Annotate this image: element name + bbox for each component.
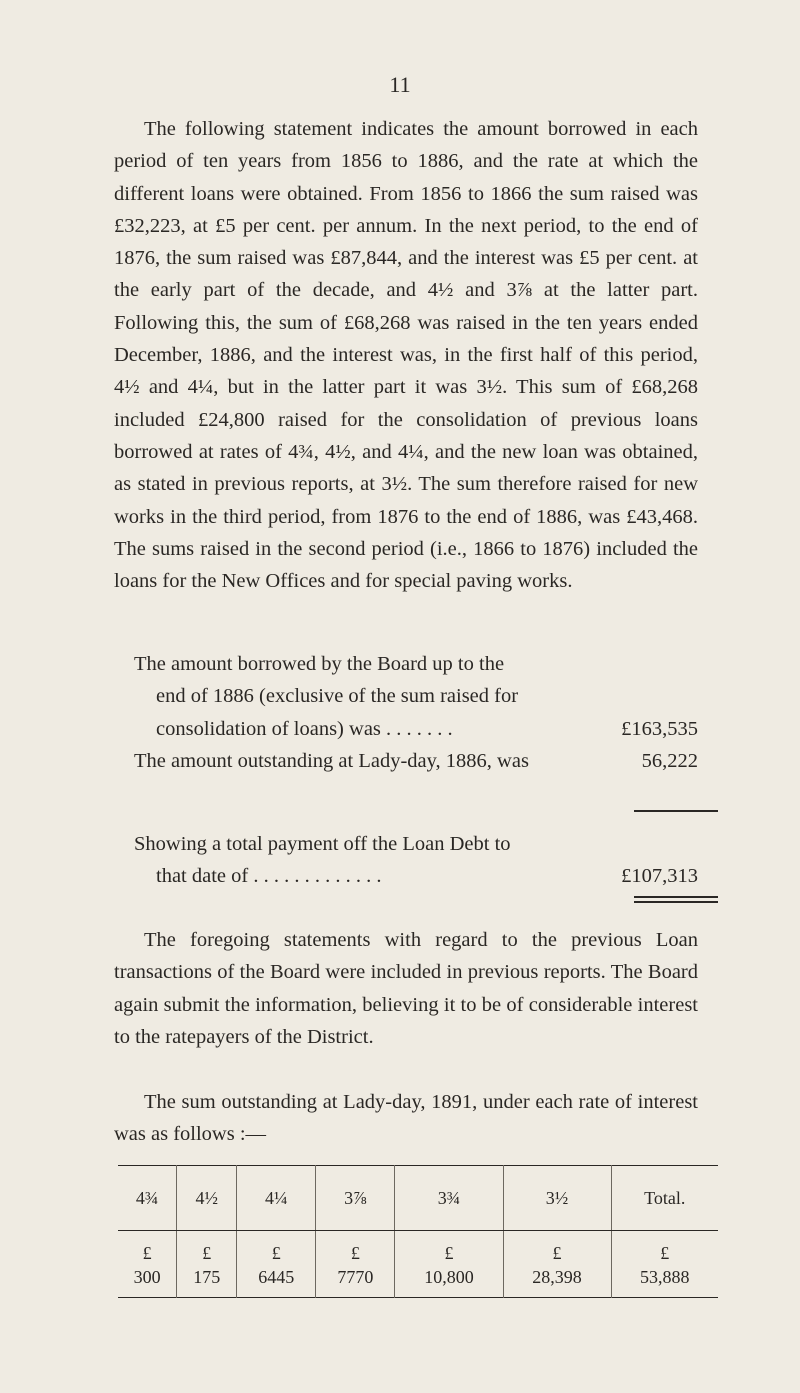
amount-cell: [395, 1231, 503, 1298]
total-double-rule-bottom: [634, 901, 718, 903]
page-number: 11: [389, 72, 411, 97]
paragraph-foregoing: The foregoing statements with regard to the previous Loan transactions of the Board were included in previous reports. The Board again submit the information, believing it to be of considerable interest to the ratepayers of the District.: [114, 929, 698, 1048]
showing-line-2: that date of . . . . . . . . . . . . .: [156, 865, 382, 888]
amount-value: 300: [133, 1267, 161, 1287]
amount-value: 28,398: [532, 1267, 582, 1287]
amount-value: 10,800: [424, 1267, 474, 1287]
outstanding-label: The amount outstanding at Lady-day, 1886, was: [134, 750, 529, 772]
table-header-row: [118, 1166, 718, 1231]
outstanding-amount: 56,222: [641, 750, 698, 772]
currency-symbol: £: [350, 1243, 360, 1263]
amount-cell: [177, 1231, 237, 1298]
rate-header: 3¾: [395, 1166, 503, 1231]
total-header: Total.: [611, 1166, 718, 1231]
amount-cell: [118, 1231, 177, 1298]
statement-outstanding: [134, 745, 718, 777]
paragraph-loan-history: The following statement indicates the amount borrowed in each period of ten years from 1856 to 1886, and the rate at which the different loans were obtained. From 1856 to 1866 the sum raised was £32,223, at £5 per cent. per annum. In the next period, to the end of 1876, the sum raised was £87,844, and the interest was £5 per cent. at the early part of the decade, and 4½ and 3⅞ at the latter part. Following this, the sum of £68,268 was raised in the ten years ended December, 1886, and the interest was, in the first half of this period, 4½ and 4¼, but in the latter part it was 3½. This sum of £68,268 included £24,800 raised for the consolidation of previous loans borrowed at rates of 4¾, 4½, and 4¼, and the new loan was obtained, as stated in previous reports, at 3½. The sum therefore raised for new works in the third period, from 1876 to the end of 1886, was £43,468. The sums raised in the second period (i.e., 1866 to 1876) included the loans for the New Offices and for special paving works.: [114, 118, 698, 593]
amount-value: 175: [193, 1267, 221, 1287]
currency-symbol: £: [552, 1243, 562, 1263]
currency-symbol: £: [271, 1243, 281, 1263]
showing-line-1: Showing a total payment off the Loan Debt to: [134, 833, 511, 855]
rate-header: 4½: [177, 1166, 237, 1231]
amount-cell: [503, 1231, 611, 1298]
amount-cell: [237, 1231, 316, 1298]
total-value: 53,888: [640, 1267, 690, 1287]
rate-header: 4¼: [237, 1166, 316, 1231]
paragraph-outstanding-intro: The sum outstanding at Lady-day, 1891, under each rate of interest was as follows :—: [114, 1091, 698, 1146]
amount-cell: [316, 1231, 395, 1298]
interest-rate-table: [118, 1165, 718, 1298]
total-cell: [611, 1231, 718, 1298]
total-double-rule-top: [634, 896, 718, 898]
rate-header: 3⅞: [316, 1166, 395, 1231]
statement-borrowed: [134, 648, 718, 745]
borrowed-line-2: end of 1886 (exclusive of the sum raised for: [156, 685, 519, 708]
currency-symbol: £: [142, 1243, 152, 1263]
borrowed-line-3: consolidation of loans) was . . . . . . .: [156, 717, 453, 740]
showing-amount: £107,313: [621, 865, 698, 888]
rate-header: 4¾: [118, 1166, 177, 1231]
currency-symbol: £: [444, 1243, 454, 1263]
table-row: [118, 1231, 718, 1298]
currency-symbol: £: [202, 1243, 212, 1263]
borrowed-amount: £163,535: [621, 717, 698, 740]
amount-value: 6445: [258, 1267, 295, 1287]
statement-showing: [134, 828, 718, 893]
currency-symbol: £: [660, 1243, 670, 1263]
sum-rule: [634, 810, 718, 812]
borrowed-line-1: The amount borrowed by the Board up to the: [134, 653, 505, 675]
amount-value: 7770: [337, 1267, 374, 1287]
rate-header: 3½: [503, 1166, 611, 1231]
